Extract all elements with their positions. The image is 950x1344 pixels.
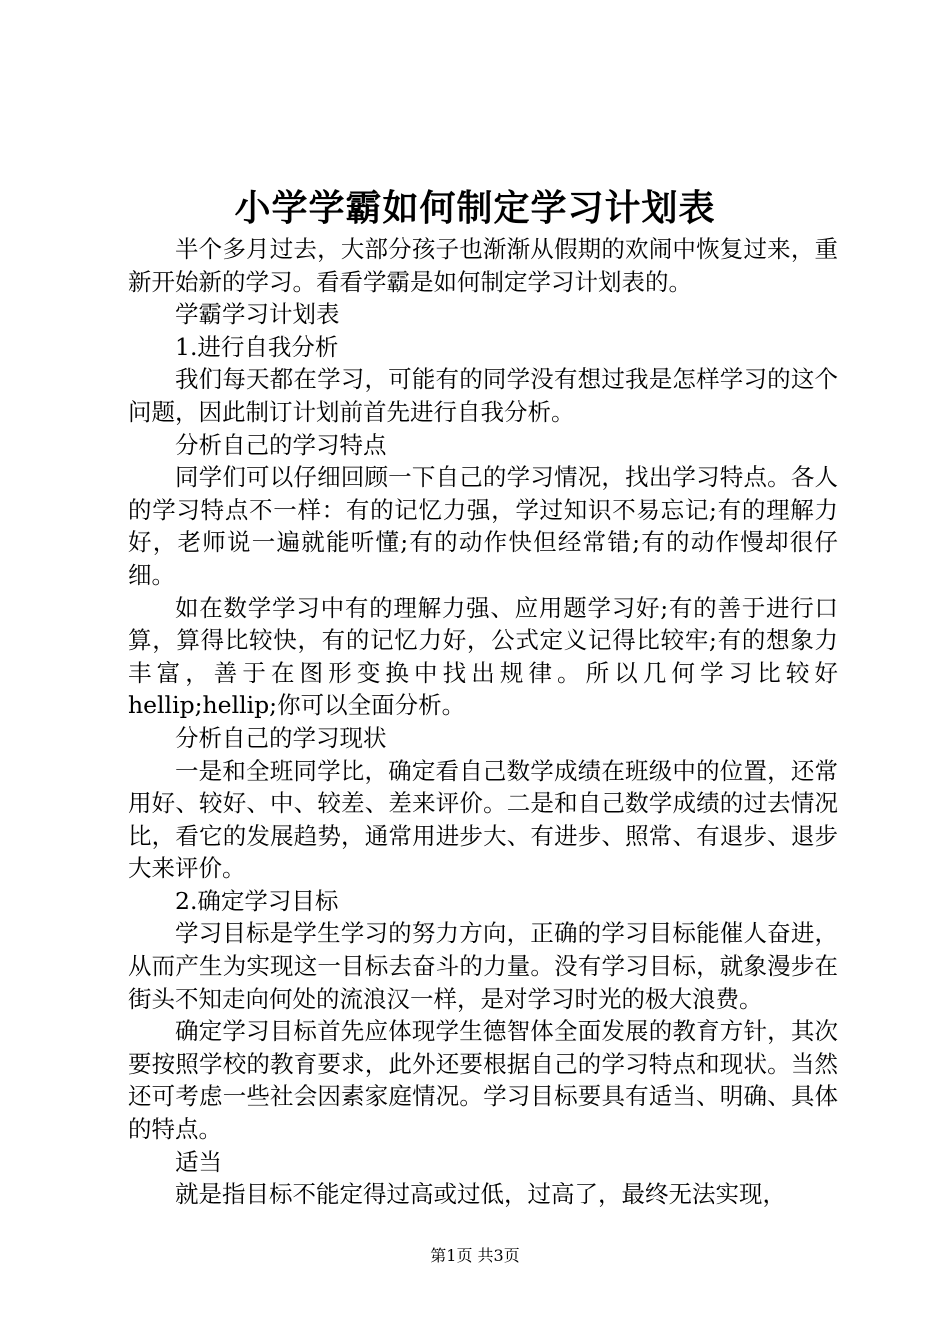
paragraph: 就是指目标不能定得过高或过低，过高了，最终无法实现，: [175, 1180, 786, 1209]
document-body: [128, 233, 838, 1211]
paragraph: 同学们可以仔细回顾一下自己的学习情况，找出学习特点。各人的学习特点不一样：有的记忆力强，学过知识不易忘记;有的理解力好，老师说一遍就能听懂;有的动作快但经常错;有的动作慢却很仔细。: [128, 463, 838, 589]
section-heading: 学霸学习计划表: [175, 300, 340, 329]
page-number-footer: 第1页 共3页: [430, 1246, 520, 1265]
section-heading: 2.确定学习目标: [175, 886, 339, 915]
paragraph: 我们每天都在学习，可能有的同学没有想过我是怎样学习的这个问题，因此制订计划前首先进行自我分析。: [128, 365, 838, 426]
section-heading: 适当: [175, 1147, 222, 1176]
document-title: 小学学霸如何制定学习计划表: [234, 187, 716, 229]
paragraph: 一是和全班同学比，确定看自己数学成绩在班级中的位置，还常用好、较好、中、较差、差来评价。二是和自己数学成绩的过去情况比，看它的发展趋势，通常用进步大、有进步、照常、有退步、退步大来评价。: [128, 756, 838, 883]
paragraph-intro: 半个多月过去，大部分孩子也渐渐从假期的欢闹中恢复过来，重新开始新的学习。看看学霸是如何制定学习计划表的。: [128, 235, 838, 296]
paragraph: 确定学习目标首先应体现学生德智体全面发展的教育方针，其次要按照学校的教育要求，此外还要根据自己的学习特点和现状。当然还可考虑一些社会因素家庭情况。学习目标要具有适当、明确、具体的特点。: [128, 1017, 838, 1144]
section-heading: 分析自己的学习特点: [175, 430, 387, 459]
section-heading: 1.进行自我分析: [175, 332, 339, 361]
paragraph: 如在数学学习中有的理解力强、应用题学习好;有的善于进行口算，算得比较快，有的记忆力好，公式定义记得比较牢;有的想象力丰富，善于在图形变换中找出规律。所以几何学习比较好hellip;hellip;你可以全面分析。: [128, 593, 838, 720]
paragraph: 学习目标是学生学习的努力方向，正确的学习目标能催人奋进，从而产生为实现这一目标去奋斗的力量。没有学习目标，就象漫步在街头不知走向何处的流浪汉一样，是对学习时光的极大浪费。: [128, 919, 838, 1013]
section-heading: 分析自己的学习现状: [175, 723, 387, 752]
